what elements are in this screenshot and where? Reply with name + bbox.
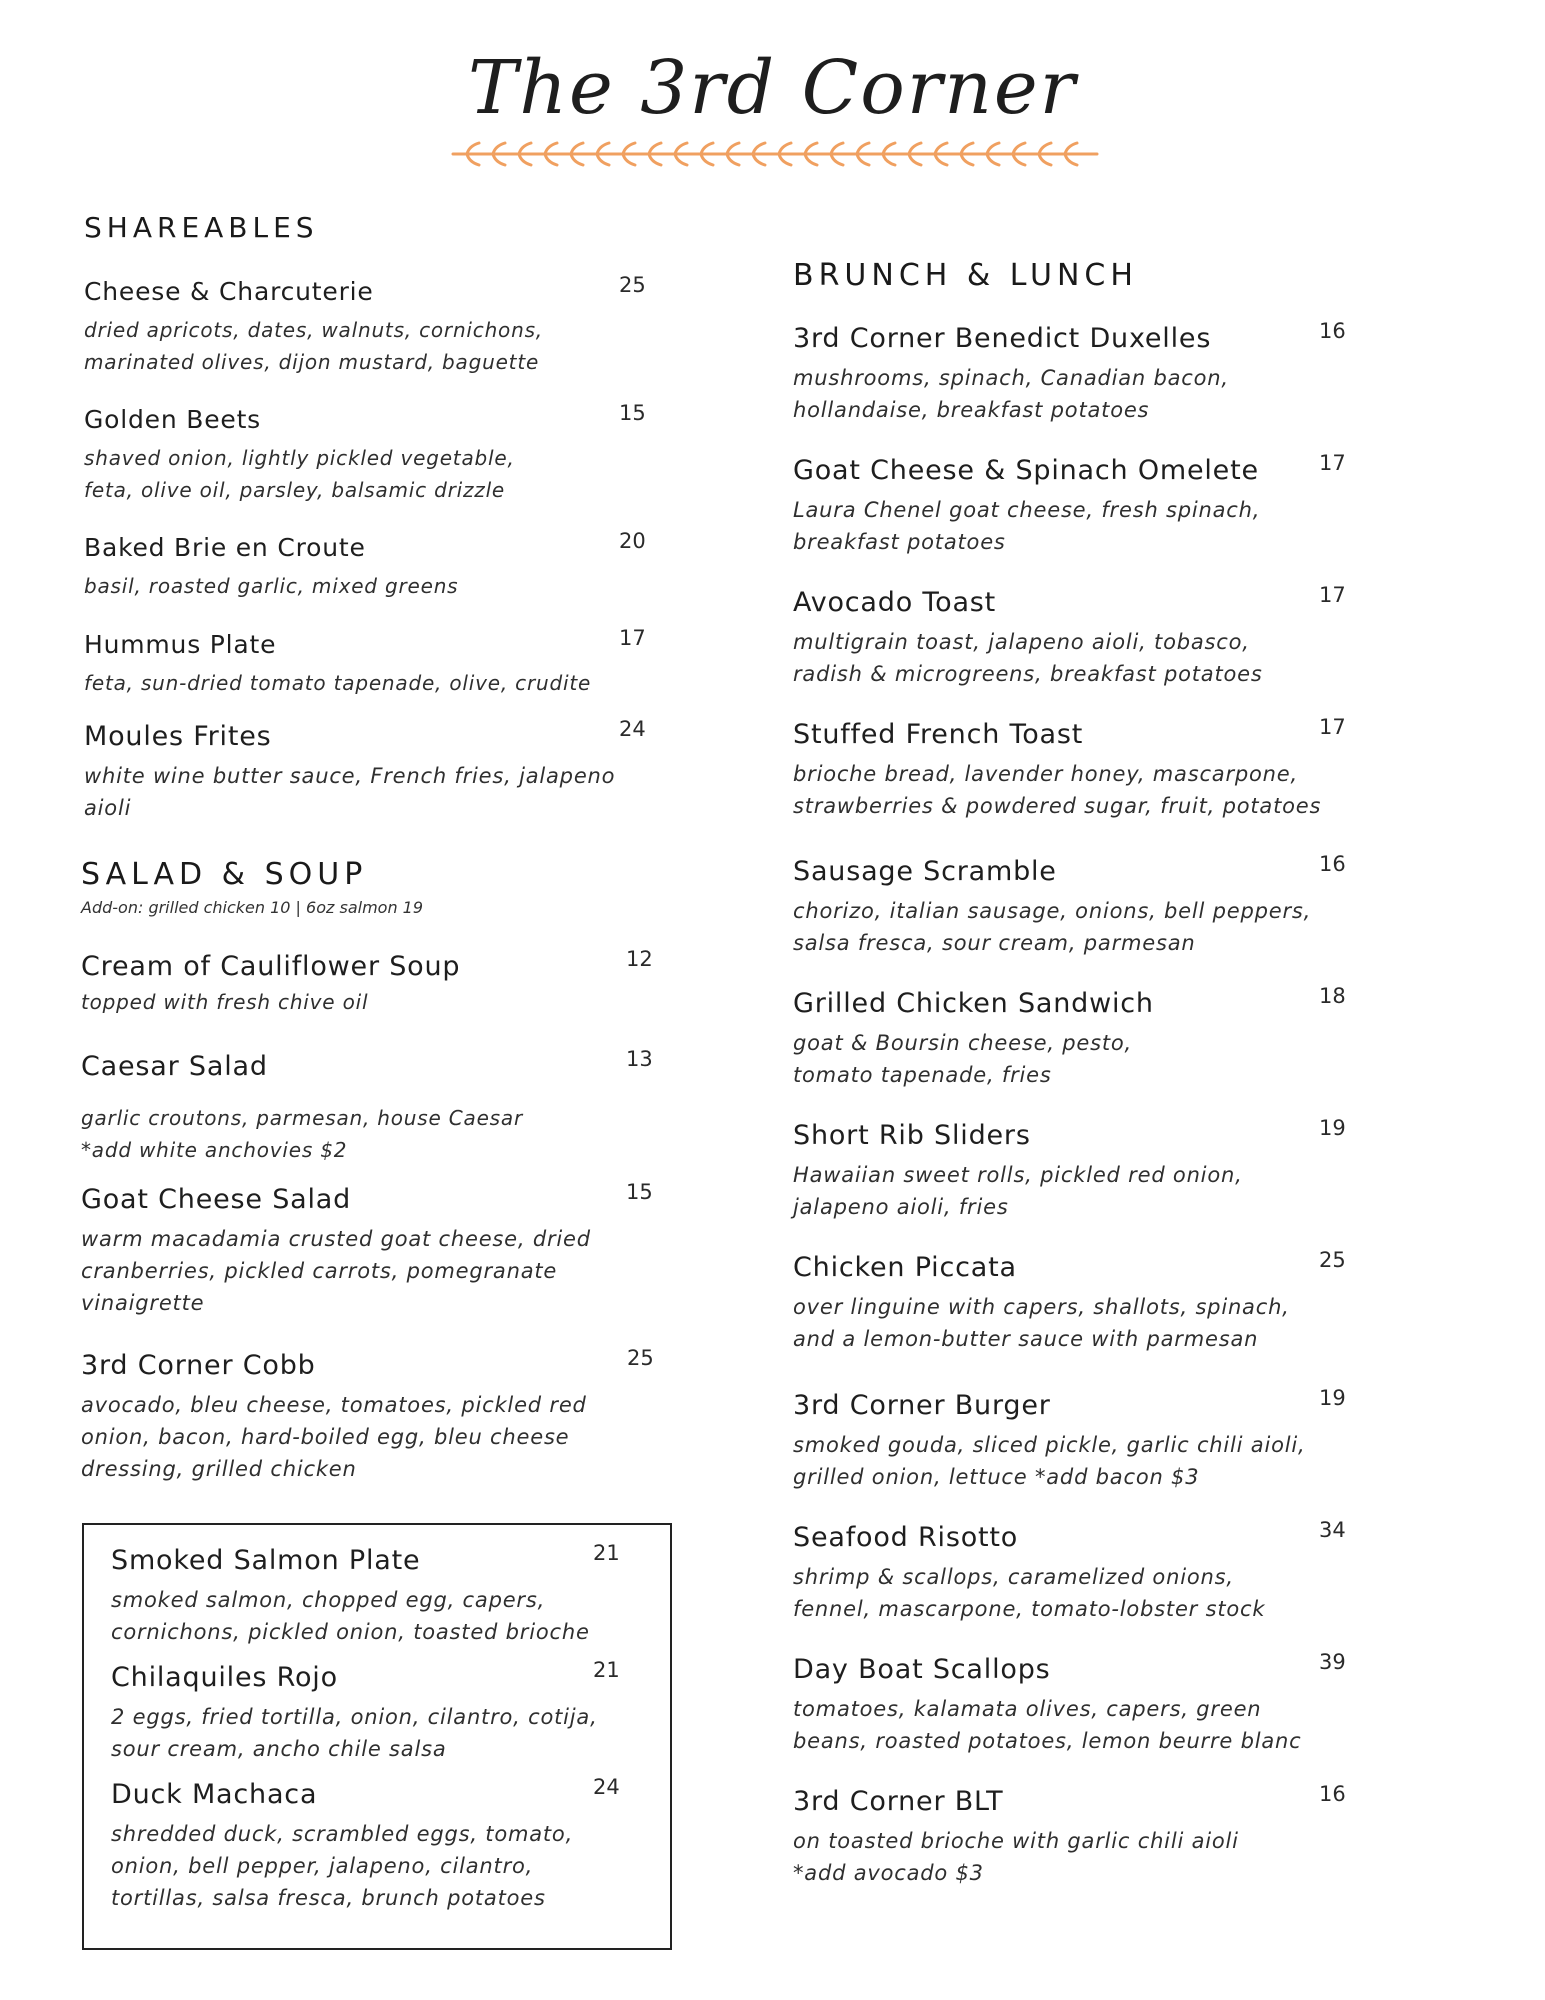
item-name: Caesar Salad [81,1051,268,1082]
item-description: 2 eggs, fried tortilla, onion, cilantro, cotija, sour cream, ancho chile salsa [111,1705,598,1761]
menu-item [81,947,653,1018]
menu-item [111,1658,651,1765]
item-name: Short Rib Sliders [793,1120,1031,1151]
item-price: 16 [1319,852,1346,876]
item-price: 39 [1319,1650,1346,1674]
menu-item [793,583,1353,690]
item-description: shaved onion, lightly pickled vegetable, feta, olive oil, parsley, balsamic drizzle [84,446,515,502]
item-price: 17 [1319,451,1346,475]
item-price: 17 [1319,583,1346,607]
menu-item [793,1782,1353,1889]
menu-item [84,401,646,506]
item-price: 12 [626,947,653,971]
menu-item [793,1650,1353,1757]
item-name: Cheese & Charcuterie [84,277,374,306]
item-price: 20 [619,529,646,553]
item-name: Smoked Salmon Plate [111,1545,421,1576]
item-name: Chilaquiles Rojo [111,1662,338,1693]
item-name: Goat Cheese & Spinach Omelete [793,455,1259,486]
item-name: Baked Brie en Croute [84,533,366,562]
item-price: 24 [619,717,646,741]
menu-item [793,451,1353,558]
item-price: 21 [593,1541,620,1565]
item-name: 3rd Corner BLT [793,1786,1004,1817]
item-description: warm macadamia crusted goat cheese, dried cranberries, pickled carrots, pomegranate vinaigrette [81,1227,591,1315]
menu-item [84,626,646,699]
item-name: Stuffed French Toast [793,719,1084,750]
menu-item [793,1116,1353,1223]
item-price: 15 [626,1180,653,1204]
menu-item [793,1518,1353,1625]
item-description: Laura Chenel goat cheese, fresh spinach, breakfast potatoes [793,498,1261,554]
item-name: Moules Frites [84,721,272,752]
item-name: Day Boat Scallops [793,1654,1051,1685]
item-price: 17 [1319,715,1346,739]
restaurant-title: The 3rd Corner [467,45,1078,131]
menu-item [793,852,1353,959]
item-description: tomatoes, kalamata olives, capers, green beans, roasted potatoes, lemon beurre blanc [793,1697,1302,1753]
item-price: 19 [1319,1116,1346,1140]
menu-item [84,273,646,378]
item-price: 19 [1319,1386,1346,1410]
item-description: chorizo, italian sausage, onions, bell peppers, salsa fresca, sour cream, parmesan [793,899,1312,955]
menu-item [81,1180,653,1319]
item-description: multigrain toast, jalapeno aioli, tobasco, radish & microgreens, breakfast potatoes [793,630,1263,686]
item-description: avocado, bleu cheese, tomatoes, pickled red onion, bacon, hard-boiled egg, bleu cheese dressing, grilled chicken [81,1393,587,1481]
item-price: 34 [1319,1518,1346,1542]
item-price: 18 [1319,984,1346,1008]
section-heading-salad-soup: SALAD & SOUP [81,857,368,892]
menu-item [793,1386,1353,1493]
menu-item [793,319,1353,426]
item-description: brioche bread, lavender honey, mascarpone, strawberries & powdered sugar, fruit, potatoes [793,762,1322,818]
menu-item [111,1541,651,1648]
item-price: 13 [626,1047,653,1071]
item-description: smoked gouda, sliced pickle, garlic chili aioli, grilled onion, lettuce *add bacon $3 [793,1433,1306,1489]
item-description: white wine butter sauce, French fries, jalapeno aioli [84,764,616,820]
menu-item [81,1346,654,1485]
item-name: 3rd Corner Burger [793,1390,1051,1421]
item-description: garlic croutons, parmesan, house Caesar *add white anchovies $2 [81,1106,523,1162]
section-heading-shareables: SHAREABLES [84,211,319,244]
item-price: 17 [619,626,646,650]
menu-item [81,1047,653,1166]
item-price: 24 [593,1775,620,1799]
item-description: shrimp & scallops, caramelized onions, fennel, mascarpone, tomato-lobster stock [793,1565,1266,1621]
menu-item [111,1775,651,1914]
item-description: feta, sun-dried tomato tapenade, olive, crudite [84,671,592,695]
item-price: 16 [1319,1782,1346,1806]
item-name: Seafood Risotto [793,1522,1019,1553]
item-description: shredded duck, scrambled eggs, tomato, onion, bell pepper, jalapeno, cilantro, tortillas, salsa fresca, brunch potatoes [111,1822,574,1910]
menu-item [793,1248,1353,1355]
menu-item [84,529,646,602]
item-description: over linguine with capers, shallots, spinach, and a lemon-butter sauce with parmesan [793,1295,1290,1351]
item-name: Cream of Cauliflower Soup [81,951,461,982]
item-price: 25 [619,273,646,297]
item-description: topped with fresh chive oil [81,990,369,1014]
item-name: Grilled Chicken Sandwich [793,988,1154,1019]
item-name: Golden Beets [84,405,261,434]
item-price: 25 [1319,1248,1346,1272]
item-description: basil, roasted garlic, mixed greens [84,574,459,598]
item-name: Avocado Toast [793,587,997,618]
item-name: Chicken Piccata [793,1252,1017,1283]
vine-divider-icon [445,138,1105,170]
item-name: 3rd Corner Benedict Duxelles [793,323,1212,354]
addon-note: Add-on: grilled chicken 10 | 6oz salmon 19 [81,898,424,917]
item-name: Sausage Scramble [793,856,1057,887]
item-description: goat & Boursin cheese, pesto, tomato tapenade, fries [793,1031,1133,1087]
item-price: 15 [619,401,646,425]
item-price: 21 [593,1658,620,1682]
item-description: dried apricots, dates, walnuts, cornichons, marinated olives, dijon mustard, baguette [84,318,543,374]
item-description: Hawaiian sweet rolls, pickled red onion, jalapeno aioli, fries [793,1163,1243,1219]
item-description: on toasted brioche with garlic chili aioli *add avocado $3 [793,1829,1239,1885]
item-description: smoked salmon, chopped egg, capers, cornichons, pickled onion, toasted brioche [111,1588,590,1644]
item-price: 25 [627,1346,654,1370]
item-description: mushrooms, spinach, Canadian bacon, hollandaise, breakfast potatoes [793,366,1229,422]
item-price: 16 [1319,319,1346,343]
menu-item [793,984,1353,1091]
section-heading-brunch-lunch: BRUNCH & LUNCH [793,258,1138,293]
item-name: 3rd Corner Cobb [81,1350,316,1381]
item-name: Duck Machaca [111,1779,318,1810]
item-name: Goat Cheese Salad [81,1184,352,1215]
menu-item [84,717,646,824]
menu-item [793,715,1353,822]
item-name: Hummus Plate [84,630,277,659]
